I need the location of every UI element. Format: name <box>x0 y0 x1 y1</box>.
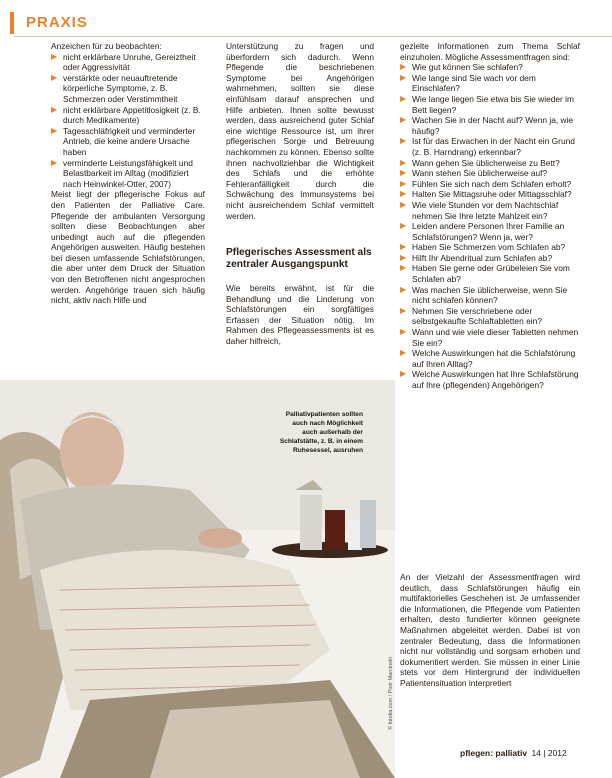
column-1 <box>51 41 205 306</box>
arrow-icon: ▶ <box>400 189 407 199</box>
journal-name: pflegen: palliativ <box>460 748 528 758</box>
section-heading: Pflegerisches Assessment als zentraler Ausgangspunkt <box>226 247 372 270</box>
header-rule <box>14 36 612 37</box>
list-item: ▶ Welche Auswirkungen hat Ihre Schlafstörung auf Ihre (pflegenden) Angehörigen? <box>400 369 579 390</box>
list-item: ▶ Wie lange sind Sie wach vor dem Einschlafen? <box>400 72 536 94</box>
list-item: ▶ Wie viele Stunden vor dem Nachtschlaf nehmen Sie Ihre letzte Mahlzeit ein? <box>400 199 559 221</box>
arrow-icon: ▶ <box>400 252 407 262</box>
list-item: ▶ Wachen Sie in der Nacht auf? Wenn ja, wie häufig? <box>400 115 574 136</box>
list-item: ▶ Welche Auswirkungen hat die Schlafstörung auf Ihren Alltag? <box>400 348 576 369</box>
list-item: ▶ Wann stehen Sie üblicherweise auf? <box>400 168 548 179</box>
column-1-intro: Anzeichen für zu beobachten: <box>51 41 162 51</box>
list-item: ▶ Wann gehen Sie üblicherweise zu Bett? <box>400 157 560 168</box>
column-3-closing-text: An der Vielzahl der Assessmentfragen wird deutlich, dass Schlafstörungen häufig ein multifaktorielles Geschehen ist. Je umfassender die Informationen, die Pflegende vom Patienten erhalten, desto fundierter können geeignete Maßnahmen abgeleitet werden. Dabei ist von zentraler Bedeutung, dass die Informationen nicht nur vollständig und sorgsam erhoben und dokumentiert werden. Sie müssen in einer Linie stets vor dem Hintergrund der individuellen Patientensituation interpretiert <box>400 572 580 688</box>
list-item: ▶ Tagesschläfrigkeit und verminderter Antrieb, die keine andere Ursache haben <box>51 125 196 157</box>
list-item: ▶ Haben Sie gerne oder Grübeleien Sie vom Schlafen ab? <box>400 263 570 285</box>
photo-caption: Palliativpatienten sollten auch nach Möglichkeit auch außerhalb der Schlafstätte, z. B. in einem Ruhesessel, ausruhen <box>279 411 363 454</box>
arrow-icon: ▶ <box>400 93 407 103</box>
arrow-icon: ▶ <box>51 157 58 167</box>
list-item: ▶ Haben Sie Schmerzen vom Schlafen ab? <box>400 242 566 253</box>
list-item: ▶ Ist für das Erwachen in der Nacht ein Grund (z. B. Harndrang) erkennbar? <box>400 136 575 157</box>
arrow-icon: ▶ <box>400 168 407 178</box>
column-1-body: Meist liegt der pflegerische Fokus auf den Patienten der Palliative Care. Pflegende der ambulanten Versorgung sollten diese Beobachtungen aber unbedingt auch auf die pflegenden Angehörigen ausweiten. Häufig bestehen bei diesen umfassende Schlafstörungen, die aber unter dem Druck der Situation von den Betroffenen nicht angesprochen werden. Angehörige trauen sich häufig nicht, aktiv nach Hilfe und <box>51 189 205 306</box>
arrow-icon: ▶ <box>400 136 407 146</box>
arrow-icon: ▶ <box>400 157 407 167</box>
column-3 <box>400 41 580 391</box>
arrow-icon: ▶ <box>400 178 407 188</box>
column-2 <box>226 41 374 221</box>
arrow-icon: ▶ <box>400 369 407 379</box>
arrow-icon: ▶ <box>51 72 58 82</box>
section-label: PRAXIS <box>26 14 88 31</box>
arrow-icon: ▶ <box>400 305 407 315</box>
arrow-icon: ▶ <box>400 221 407 231</box>
arrow-icon: ▶ <box>400 115 407 125</box>
list-item: ▶ nicht erklärbare Appetitlosigkeit (z. B. durch Medikamente) <box>51 104 201 126</box>
list-item: ▶ Wie gut können Sie schlafen? <box>400 62 523 73</box>
list-item: ▶ verstärkte oder neuauftretende körperliche Symptome, z. B. Schmerzen oder Verstimmtheit <box>51 72 178 104</box>
list-item: ▶ Fühlen Sie sich nach dem Schlafen erholt? <box>400 178 572 189</box>
list-item: ▶ nicht erklärbare Unruhe, Gereiztheit oder Aggressivität <box>51 51 196 73</box>
symptom-list <box>51 52 205 190</box>
arrow-icon: ▶ <box>400 242 407 252</box>
arrow-icon: ▶ <box>51 104 58 114</box>
list-item: ▶ Leiden andere Personen Ihrer Familie an Schlafstörungen? Wenn ja, wer? <box>400 221 565 242</box>
arrow-icon: ▶ <box>400 62 407 72</box>
page-footer <box>460 748 567 758</box>
column-3-intro: gezielte Informationen zum Thema Schlaf einzuholen. Mögliche Assessmentfragen sind: <box>400 41 580 62</box>
section-marker <box>10 12 14 34</box>
column-3-closing <box>400 572 580 689</box>
arrow-icon: ▶ <box>400 348 407 358</box>
column-2-body: Unterstützung zu fragen und überfordern sich dadurch. Wenn Pflegende die beschriebenen Symptome bei Angehörigen wahrnehmen, sollten sie diese einfühlsam darauf ansprechen und Hilfe anbieten. Ihnen sollte bewusst werden, dass ausreichend guter Schlaf eine wichtige Ressource ist, um ihrer pflegerischen Sorge und Betreuung nachkommen zu können. Ebenso sollte ihnen nachvollziehbar die Wichtigkeit des Schlafs und die erhöhte Fehleranfälligkeit durch die Schwächung des Immunsystems bei nicht ausreichendem Schlaf vermittelt werden. <box>226 41 374 221</box>
list-item: ▶ Nehmen Sie verschriebene oder selbstgekaufte Schlaftabletten ein? <box>400 305 542 327</box>
photo-credit: © fotolia.com / Piotr Marcinski <box>388 657 394 730</box>
list-item: ▶ Wann und wie viele dieser Tabletten nehmen Sie ein? <box>400 327 579 348</box>
column-2-body-2: Wie bereits erwähnt, ist für die Behandlung und die Linderung von Schlafstörungen ein sorgfältiges Erfassen der Situation nötig. Im Rahmen des Pflegeassessments ist es daher hilfreich, <box>226 283 374 346</box>
arrow-icon: ▶ <box>51 51 58 61</box>
list-item: ▶ Halten Sie Mittagsruhe oder Mittagsschlaf? <box>400 189 572 200</box>
list-item: ▶ Hilft Ihr Abendritual zum Schlafen ab? <box>400 252 553 263</box>
assessment-question-list <box>400 62 580 390</box>
arrow-icon: ▶ <box>400 199 407 209</box>
arrow-icon: ▶ <box>400 327 407 337</box>
arrow-icon: ▶ <box>400 263 407 273</box>
issue-number: 14 | 2012 <box>531 748 567 758</box>
list-item: ▶ Was machen Sie üblicherweise, wenn Sie nicht schlafen können? <box>400 284 568 306</box>
arrow-icon: ▶ <box>400 72 407 82</box>
column-2-continued <box>226 283 374 347</box>
list-item: ▶ verminderte Leistungsfähigkeit und Belastbarkeit im Alltag (modifiziert nach Heinwinkel-Otter, 2007) <box>51 157 193 189</box>
list-item: ▶ Wie lange liegen Sie etwa bis Sie wieder im Bett liegen? <box>400 93 574 115</box>
arrow-icon: ▶ <box>51 125 58 135</box>
arrow-icon: ▶ <box>400 284 407 294</box>
